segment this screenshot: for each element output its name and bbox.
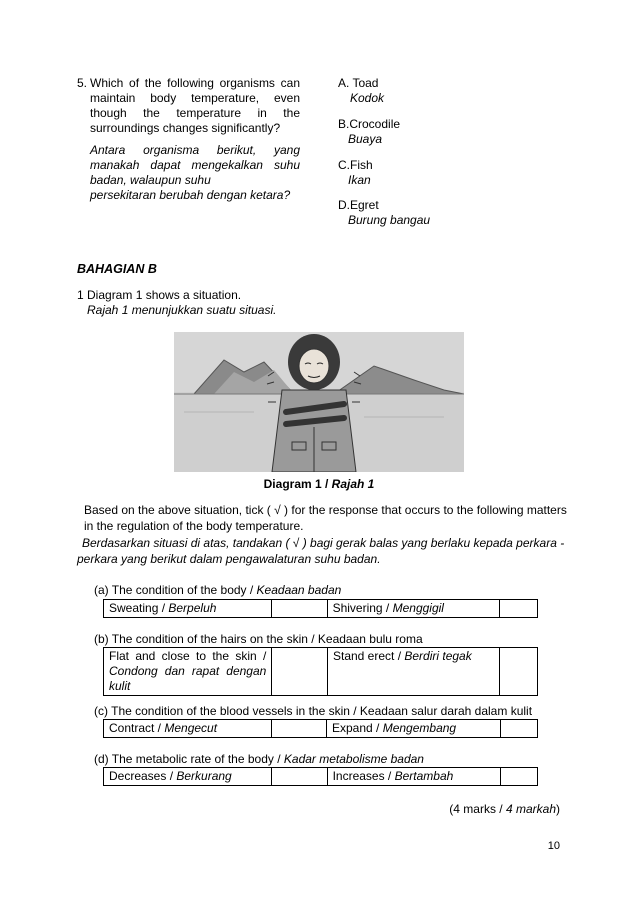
diagram-1-image [174,332,464,472]
option-en: A. Toad [338,76,379,90]
marks-en: (4 marks / [449,802,506,816]
q5-en-line: surroundings changes significantly? [90,121,281,135]
q5-ms-line: manakah dapat mengekalkan suhu [90,158,300,172]
cold-man-illustration [174,332,464,472]
option-en: C.Fish [338,158,373,172]
label-en: (d) The metabolic rate of the body / [94,752,284,766]
opt-en: Contract / [109,721,165,735]
option-ms: Buaya [348,132,383,146]
part-d-option-1 [104,768,272,786]
q5-en-line: maintain body temperature, even [90,91,300,105]
instruction-ms-line: perkara yang berikut dalam pengawalaturan suhu badan. [77,552,381,566]
opt-ms: Berdiri tegak [404,649,472,663]
option-ms: Ikan [348,173,371,187]
opt-ms: Condong dan rapat dengan [109,664,267,678]
opt-ms: Bertambah [394,769,454,783]
caption-en: Diagram 1 / [263,477,332,491]
q5-option-b[interactable] [338,117,400,147]
opt-en: Flat and close to the skin / [109,649,267,663]
part-c-tick-box-2[interactable] [500,720,537,738]
q5-option-c[interactable] [338,158,373,188]
diagram-caption [0,477,638,491]
part-b-option-1 [104,648,272,696]
q1-intro-ms: Rajah 1 menunjukkan suatu situasi. [87,303,277,317]
q5-ms-line: badan, walaupun suhu [90,173,211,187]
q1-intro-en: 1 Diagram 1 shows a situation. [77,288,242,302]
option-ms: Kodok [350,91,385,105]
option-en: B.Crocodile [338,117,401,131]
q5-en-line: though the temperature in the [90,106,300,120]
section-title: BAHAGIAN B [77,262,157,276]
marks-ms: 4 markah [505,802,556,816]
q5-en-line: Which of the following organisms can [90,76,300,90]
part-c-tick-box-1[interactable] [271,720,326,738]
opt-en: Increases / [332,769,395,783]
part-c-option-1 [104,720,272,738]
label-ms: Kadar metabolisme badan [283,752,424,766]
opt-ms: Menggigil [392,601,444,615]
instruction-en-line: in the regulation of the body temperature. [84,519,304,533]
opt-en: Shivering / [332,601,393,615]
option-en: D.Egret [338,198,379,212]
part-d-option-2 [327,768,500,786]
part-b-tick-box-2[interactable] [500,648,538,696]
part-b-table [103,647,538,696]
part-c-label: (c) The condition of the blood vessels in the skin / Keadaan salur darah dalam kulit [94,704,533,718]
opt-en: Sweating / [109,601,169,615]
page-number: 10 [547,840,560,852]
part-a-option-1 [104,600,272,618]
opt-ms: Berpeluh [168,601,217,615]
part-d-tick-box-2[interactable] [500,768,537,786]
part-a-option-2 [327,600,500,618]
caption-ms: Rajah 1 [331,477,375,491]
part-b-label: (b) The condition of the hairs on the skin / Keadaan bulu roma [94,632,423,646]
opt-ms: Berkurang [176,769,232,783]
part-b-option-2 [327,648,499,696]
part-d-table [103,767,538,786]
q5-ms-line: Antara organisma berikut, yang [90,143,300,157]
opt-ms: kulit [109,679,131,693]
part-d-tick-box-1[interactable] [272,768,327,786]
part-b-tick-box-1[interactable] [272,648,328,696]
label-ms: Keadaan badan [256,583,342,597]
part-a-tick-box-2[interactable] [500,600,538,618]
instruction-en-line: Based on the above situation, tick ( √ ) for the response that occurs to the following matters [84,503,567,517]
part-d-label [94,752,424,767]
q5-question-ms [90,143,300,203]
part-c-option-2 [327,720,501,738]
opt-en: Expand / [332,721,383,735]
part-a-tick-box-1[interactable] [272,600,328,618]
q5-question-en [90,76,300,136]
opt-ms: Mengembang [382,721,457,735]
marks-end: ) [556,802,560,816]
opt-en: Decreases / [109,769,177,783]
q5-number: 5. [77,76,88,90]
part-a-table [103,599,538,618]
label-en: (a) The condition of the body / [94,583,257,597]
q5-ms-line: persekitaran berubah dengan ketara? [90,188,291,202]
instruction-ms-line: Berdasarkan situasi di atas, tandakan ( √ ) bagi gerak balas yang berlaku kepada perkara - [82,536,565,550]
q5-option-d[interactable] [338,198,430,228]
option-ms: Burung bangau [348,213,431,227]
part-c-table [103,719,538,738]
opt-en: Stand erect / [332,649,405,663]
marks-label [449,802,560,817]
part-a-label [94,583,341,598]
q5-option-a[interactable] [338,76,384,106]
opt-ms: Mengecut [164,721,218,735]
